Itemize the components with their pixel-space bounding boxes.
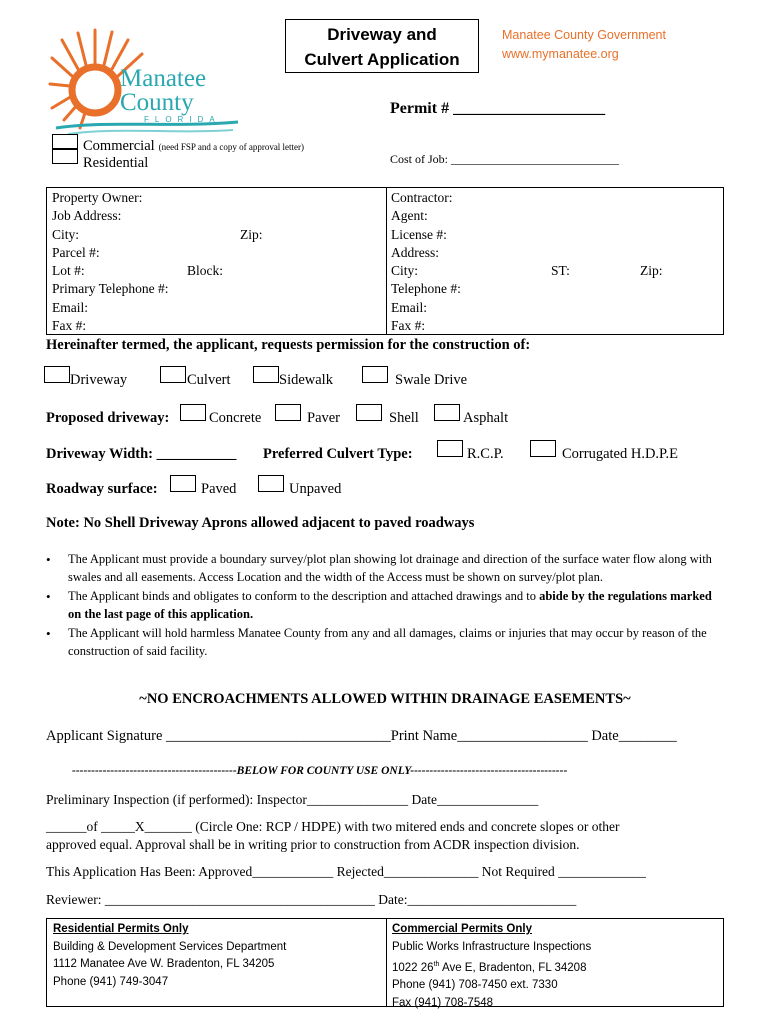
shell-apron-note: Note: No Shell Driveway Aprons allowed adjacent to paved roadways [46, 515, 475, 531]
owner-city-field[interactable]: City: [52, 226, 80, 242]
swale-drive-label: Swale Drive [395, 372, 468, 388]
unpaved-label: Unpaved [289, 481, 342, 497]
owner-fax-field[interactable]: Fax #: [52, 318, 87, 334]
parcel-field[interactable]: Parcel #: [52, 244, 100, 260]
property-owner-field[interactable]: Property Owner: [52, 190, 143, 205]
width-culvert-row [0, 440, 770, 464]
mitered-ends-line1[interactable]: ______of _____X_______ (Circle One: RCP / HDPE) with two mitered ends and concrete slopes or other [46, 819, 620, 834]
residential-permits-title: Residential Permits Only [53, 923, 189, 935]
asphalt-checkbox[interactable] [434, 404, 460, 421]
owner-email-field[interactable]: Email: [52, 299, 88, 315]
owner-section [52, 189, 382, 335]
hdpe-label: Corrugated H.D.P.E [562, 446, 678, 462]
roadway-surface-label: Roadway surface: [46, 481, 158, 497]
county-use-divider: -------------------------------------------BELOW FOR COUNTY USE ONLY----------------------------------------- [72, 765, 568, 777]
paver-label: Paver [307, 410, 341, 426]
paved-label: Paved [201, 481, 237, 497]
form-title-line1: Driveway and [327, 25, 437, 44]
asphalt-label: Asphalt [463, 410, 509, 426]
commercial-permits-info [392, 921, 591, 1012]
approval-status-line[interactable]: This Application Has Been: Approved____________ Rejected______________ Not Required _____________ [46, 864, 646, 879]
residential-label: Residential [83, 155, 149, 171]
svg-text:County: County [120, 89, 194, 116]
commercial-checkbox[interactable] [52, 134, 78, 149]
contractor-field[interactable]: Contractor: [391, 190, 453, 205]
shell-label: Shell [389, 410, 419, 426]
proposed-driveway-row [0, 404, 770, 428]
shell-checkbox[interactable] [356, 404, 382, 421]
rcp-checkbox[interactable] [437, 440, 463, 457]
contractor-zip-field[interactable]: Zip: [640, 263, 663, 279]
hdpe-checkbox[interactable] [530, 440, 556, 457]
condition-survey: • The Applicant must provide a boundary survey/plot plan showing lot drainage and direction of the surface water flow along with swales and all easements. Access Location and the width of the Access must be shown on survey/plot plan. [46, 551, 718, 586]
culvert-label: Culvert [187, 372, 231, 388]
applicant-signature-line[interactable]: Applicant Signature _______________________________Print Name__________________ Date________ [46, 728, 677, 744]
mitered-ends-line2: approved equal. Approval shall be in writing prior to construction from ACDR inspection division. [46, 837, 580, 852]
rcp-label: R.C.P. [467, 446, 504, 462]
unpaved-checkbox[interactable] [258, 475, 284, 492]
preliminary-inspection-line[interactable]: Preliminary Inspection (if performed): Inspector_______________ Date_______________ [46, 792, 539, 807]
paver-checkbox[interactable] [275, 404, 301, 421]
commercial-department: Public Works Infrastructure Inspections [392, 940, 592, 953]
contractor-state-field[interactable]: ST: [551, 263, 570, 279]
svg-text:Manatee: Manatee [120, 65, 207, 92]
form-title-box [285, 19, 479, 73]
driveway-width-field[interactable]: Driveway Width: ___________ [46, 446, 237, 462]
agent-field[interactable]: Agent: [391, 208, 428, 224]
contractor-telephone-field[interactable]: Telephone #: [391, 281, 461, 297]
residential-permits-info [53, 921, 286, 991]
residential-phone: Phone (941) 749-3047 [53, 975, 169, 988]
contractor-section [391, 189, 721, 335]
contractor-address-field[interactable]: Address: [391, 244, 439, 260]
org-url: www.mymanatee.org [502, 47, 619, 61]
commercial-phone: Phone (941) 708-7450 ext. 7330 [392, 979, 558, 992]
manatee-county-logo [48, 24, 248, 139]
permit-number: Permit # ___________________ [390, 100, 606, 117]
proposed-driveway-label: Proposed driveway: [46, 410, 170, 426]
condition-conform: • The Applicant binds and obligates to conform to the description and attached drawings and to abide by the regulations marked on the last page of this application. [46, 588, 718, 623]
reviewer-line[interactable]: Reviewer: ________________________________________ Date:_________________________ [46, 892, 577, 907]
org-name: Manatee County Government [502, 28, 666, 42]
concrete-label: Concrete [209, 410, 262, 426]
concrete-checkbox[interactable] [180, 404, 206, 421]
cost-of-job: Cost of Job: ____________________________ [390, 152, 620, 166]
primary-telephone-field[interactable]: Primary Telephone #: [52, 281, 169, 297]
owner-zip-field[interactable]: Zip: [240, 226, 263, 242]
sidewalk-checkbox[interactable] [253, 366, 279, 383]
commercial-fax: Fax (941) 708-7548 [392, 996, 494, 1009]
job-address-field[interactable]: Job Address: [52, 208, 122, 224]
contractor-fax-field[interactable]: Fax #: [391, 318, 426, 334]
condition-harmless: • The Applicant will hold harmless Manatee County from any and all damages, claims or injuries that may occur by reason of the construction of said facility. [46, 625, 718, 660]
request-heading: Hereinafter termed, the applicant, requests permission for the construction of: [46, 337, 531, 353]
residential-checkbox[interactable] [52, 149, 78, 164]
culvert-checkbox[interactable] [160, 366, 186, 383]
roadway-surface-row [0, 475, 770, 499]
driveway-label: Driveway [70, 372, 128, 388]
commercial-note: (need FSP and a copy of approval letter) [158, 142, 305, 152]
commercial-address: 1022 26th Ave E, Bradenton, FL 34208 [392, 961, 587, 974]
residential-department: Building & Development Services Department [53, 940, 287, 953]
contractor-email-field[interactable]: Email: [391, 299, 427, 315]
block-field[interactable]: Block: [187, 263, 223, 279]
commercial-permits-title: Commercial Permits Only [392, 923, 532, 935]
sidewalk-label: Sidewalk [279, 372, 333, 388]
license-field[interactable]: License #: [391, 226, 447, 242]
culvert-type-label: Preferred Culvert Type: [263, 446, 413, 462]
conditions-list [46, 551, 718, 662]
driveway-checkbox[interactable] [44, 366, 70, 383]
construction-type-row [0, 366, 770, 390]
no-encroachments-heading: ~NO ENCROACHMENTS ALLOWED WITHIN DRAINAGE EASEMENTS~ [139, 691, 631, 707]
lot-field[interactable]: Lot #: [52, 263, 85, 279]
residential-address: 1112 Manatee Ave W. Bradenton, FL 34205 [53, 958, 275, 970]
swale-drive-checkbox[interactable] [362, 366, 388, 383]
paved-checkbox[interactable] [170, 475, 196, 492]
sun-logo-icon [48, 24, 248, 139]
svg-text:FLORIDA: FLORIDA [144, 115, 221, 124]
commercial-label: Commercial (need FSP and a copy of approval letter) [83, 138, 305, 154]
contractor-city-field[interactable]: City: [391, 263, 419, 279]
form-title-line2: Culvert Application [304, 50, 460, 69]
